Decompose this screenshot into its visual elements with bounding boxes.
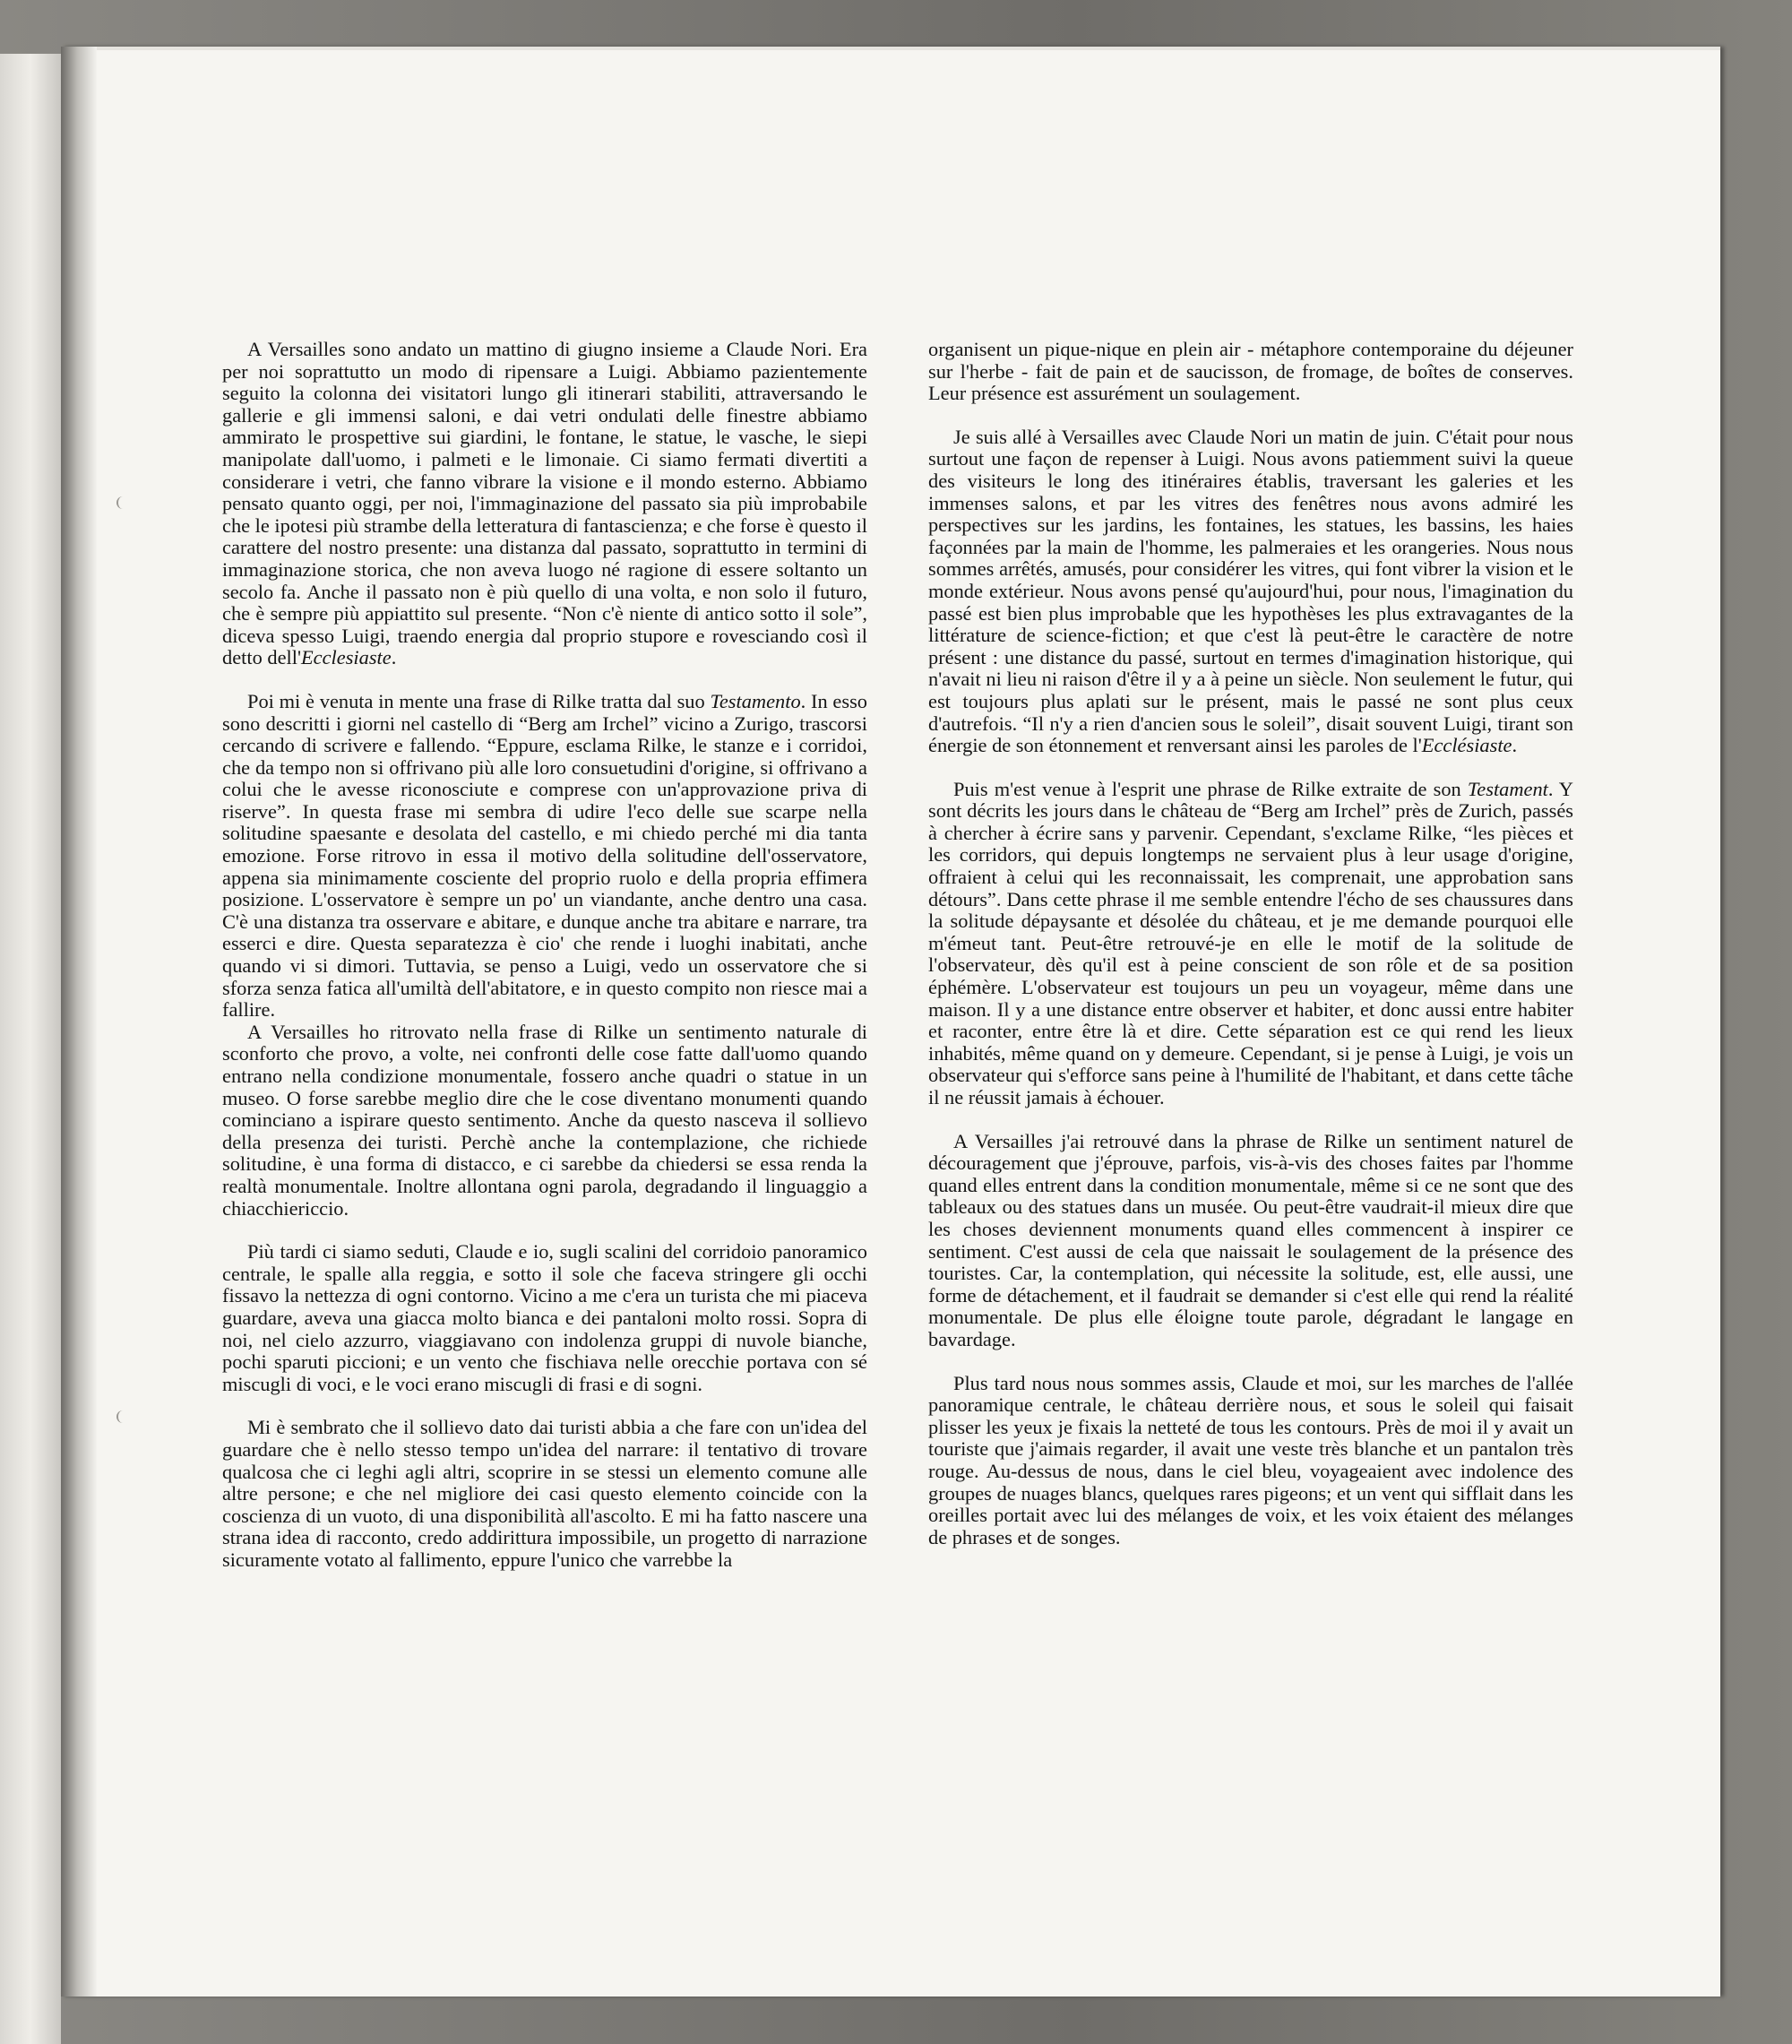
french-paragraph-0: organisent un pique-nique en plein air - métaphore contemporaine du déjeuner sur l'herbe - fait de pain et de saucisson, de fromage, de boîtes de conserves. Leur présence est assurément un soulagement.: [928, 338, 1573, 405]
french-paragraph-1: [928, 427, 1573, 757]
italian-p1-italic-title: Ecclesiaste: [300, 646, 392, 669]
italian-paragraph-5: Mi è sembrato che il sollievo dato dai turisti abbia a che fare con un'idea del guardare che è nello stesso tempo un'idea del narrare: il tentativo di trovare qualcosa che ci leghi agli altri, scoprire in se stessi un elemento comune alle altre persone; e che nel migliore dei casi questo elemento coincide con la coscienza di un vuoto, di una disponibilità all'ascolto. E mi ha fatto nascere una strana idea di racconto, credo addirittura impossibile, un progetto di narrazione sicuramente votato al fallimento, eppure l'unico che varrebbe la: [222, 1416, 867, 1571]
italian-text-column: [222, 339, 867, 1592]
italian-paragraph-4: Più tardi ci siamo seduti, Claude e io, sugli scalini del corridoio panoramico centrale, le spalle alla reggia, e sotto il sole che faceva stringere gli occhi fissavo la nettezza di ogni contorno. Vicino a me c'era un turista che mi piaceva guardare, aveva una giacca molto bianca e dei pantaloni molto rossi. Sopra di noi, nel cielo azzurro, viaggiavano con indolenza gruppi di nuvole bianche, pochi sparuti piccioni; e un vento che fischiava nelle orecchie portava con sé miscugli di voci, e le voci erano miscugli di frasi e di sogni.: [222, 1240, 867, 1395]
italian-paragraph-3: A Versailles ho ritrovato nella frase di Rilke un sentimento naturale di sconforto che provo, a volte, nei confronti delle cose fatte dall'uomo quando entrano nella condizione monumentale, fossero anche quadri o statue in un museo. O forse sarebbe meglio dire che le cose diventano monumenti quando cominciano a ispirare questo sentimento. Anche da questo nasceva il sollievo della presenza dei turisti. Perchè anche la contemplazione, che richiede solitudine, è una forma di distacco, e ci sarebbe da chiedersi se essa renda la realtà monumentale. Inoltre allontana ogni parola, degradando il linguaggio a chiacchiericcio.: [222, 1020, 867, 1220]
french-text-column: [928, 339, 1573, 1570]
french-p1-italic-title: Ecclésiaste: [1421, 734, 1512, 757]
french-paragraph-2: [928, 779, 1573, 1109]
french-paragraph-3: A Versailles j'ai retrouvé dans la phrase de Rilke un sentiment naturel de découragement que j'éprouve, parfois, vis-à-vis des choses faites par l'homme quand elles entrent dans la condition monumentale, même si ce ne sont que des tableaux ou des statues dans un musée. Ou peut-être vaudrait-il mieux dire que les choses deviennent monuments quand elles commencent à inspirer ce sentiment. C'est aussi de cela que naissait le soulagement de la présence des touristes. Car, la contemplation, qui nécessite la solitude, est, elle aussi, une forme de détachement, et il faudrait se demander si c'est elle qui rend la réalité monumentale. De plus elle éloigne toute parole, dégradant le langage en bavardage.: [928, 1129, 1573, 1350]
french-paragraph-4: Plus tard nous nous sommes assis, Claude et moi, sur les marches de l'allée panoramique centrale, le château derrière nous, et sous le soleil qui faisait plisser les yeux je fixais la netteté de tous les contours. Près de moi il y avait un touriste que j'aimais regarder, il avait une veste très blanche et un pantalon très rouge. Au-dessus de nous, dans le ciel bleu, voyageaient avec indolence des groupes de nuages blancs, quelques rares pigeons; et un vent qui sifflait dans les oreilles portait avec lui des mélanges de voix, et les voix étaient des mélanges de phrases et de songes.: [928, 1371, 1573, 1548]
french-p1-end: .: [1512, 734, 1518, 757]
french-p2-text: Puis m'est venue à l'esprit une phrase de Rilke extraite de son: [953, 777, 1468, 800]
binding-staple-mark: [116, 1410, 125, 1423]
italian-p2-continued: . In esso sono descritti i giorni nel castello di “Berg am Irchel” vicino a Zurigo, trascorsi cercando di scrivere e fallendo. “Eppure, esclama Rilke, le stanze e i corridoi, che da tempo non si offrivano più alle loro consuetudini d'origine, si offrivano a colui che le avesse riconosciute e comprese con un'approvazione priva di riserve”. In questa frase mi sembra di udire l'eco delle sue scarpe nella solitudine spaesante e desolata del castello, e mi chiedo perché mi dia tanta emozione. Forse ritrovo in essa il motivo della solitudine dell'osservatore, appena sia minimamente cosciente del proprio ruolo e della propria effimera posizione. L'osservatore è sempre un po' un viandante, anche dentro una casa. C'è una distanza tra osservare e abitare, e dunque anche tra abitare e narrare, tra esserci e dire. Questa separatezza è cio' che rende i luoghi inabitati, anche quando vi si dimori. Tuttavia, se penso a Luigi, vedo un osservatore che si sforza senza fatica all'umiltà dell'abitatore, e in questo compito non riesce mai a fallire.: [222, 689, 867, 1022]
page-top-edge: [61, 47, 1720, 50]
facing-page-edge: [0, 54, 61, 2044]
book-page: [61, 47, 1720, 1997]
italian-p1-end: .: [391, 646, 397, 669]
french-p1-text: Je suis allé à Versailles avec Claude Nori un matin de juin. C'était pour nous surtout une façon de repenser à Luigi. Nous avons patiemment suivi la queue des visiteurs le long des itinéraires établis, traversant les galeries et les immenses salons, et par les vitres des fenêtres nous avons admiré les perspectives sur les jardins, les fontaines, les statues, les bassins, les haies façonnées par la main de l'homme, les palmeraies et les orangeries. Nous nous sommes arrêtés, amusés, pour considérer les vitres, qui font vibrer la vision et le monde extérieur. Nous avons pensé qu'aujourd'hui, pour nous, l'imagination du passé est bien plus improbable que les hypothèses les plus extravagantes de la littérature de science-fiction; et que c'est là peut-être le caractère de notre présent : une distance du passé, surtout en termes d'imagination historique, qui n'avait ni lieu ni raison d'être il y a à peine un siècle. Non seulement le futur, qui est toujours plus aplati sur le présent, mais le passé ne sont plus ceux d'autrefois. “Il n'y a rien d'ancien sous le soleil”, disait souvent Luigi, tirant son énergie de son étonnement et renversant ainsi les paroles de l': [928, 425, 1573, 757]
french-p2-continued: . Y sont décrits les jours dans le château de “Berg am Irchel” près de Zurich, passés à chercher à écrire sans y parvenir. Cependant, s'exclame Rilke, “les pièces et les corridors, qui depuis longtemps ne servaient plus à leur usage d'origine, offraient à celui qui les reconnaissait, les comprenait, une approbation sans détours”. Dans cette phrase il me semble entendre l'écho de ses chaussures dans la solitude dépaysante et désolée du château, et je me demande pourquoi elle m'émeut tant. Peut-être retrouvé-je en elle le motif de la solitude de l'observateur, dès qu'il est à peine conscient de son rôle et de sa position éphémère. L'observateur est toujours un peu un voyageur, même dans une maison. Il y a une distance entre observer et habiter, et donc aussi entre habiter et raconter, entre être là et dire. Cette séparation est ce qui rend les lieux inhabités, même quand on y demeure. Cependant, si je pense à Luigi, je vois un observateur qui s'efforce sans peine à l'humilité de l'habitant, et dans cette tâche il ne réussit jamais à échouer.: [928, 777, 1573, 1108]
binding-staple-mark: [116, 496, 125, 509]
french-p2-italic-title: Testament: [1467, 777, 1548, 800]
italian-paragraph-1: [222, 339, 867, 669]
italian-paragraph-2: [222, 691, 867, 1022]
italian-p2-italic-title: Testamento: [710, 689, 801, 712]
page-gutter-shadow: [61, 47, 97, 1997]
italian-p2-text: Poi mi è venuta in mente una frase di Rilke tratta dal suo: [247, 689, 711, 712]
italian-p1-text: A Versailles sono andato un mattino di giugno insieme a Claude Nori. Era per noi soprattutto un modo di ripensare a Luigi. Abbiamo pazientemente seguito la colonna dei visitatori lungo gli itinerari stabiliti, attraversando le gallerie e gli immensi saloni, e dai vetri ondulati delle finestre abbiamo ammirato le prospettive sui giardini, le fontane, le statue, le vasche, le siepi manipolate dall'uomo, i palmeti e le limonaie. Ci siamo fermati divertiti a considerare i vetri, che fanno vibrare la visione e il mondo esterno. Abbiamo pensato quanto oggi, per noi, l'immaginazione del passato sia più improbabile che le ipotesi più strambe della letteratura di fantascienza; e che forse è questo il carattere del nostro presente: una distanza dal passato, soprattutto in termini di immaginazione storica, che non aveva luogo né ragione di essere soltanto un secolo fa. Anche il passato non è più quello di una volta, e non solo il futuro, che è sempre più appiattito sul presente. “Non c'è niente di antico sotto il sole”, diceva spesso Luigi, traendo energia dal proprio stupore e rovesciando così il detto dell': [222, 338, 867, 669]
